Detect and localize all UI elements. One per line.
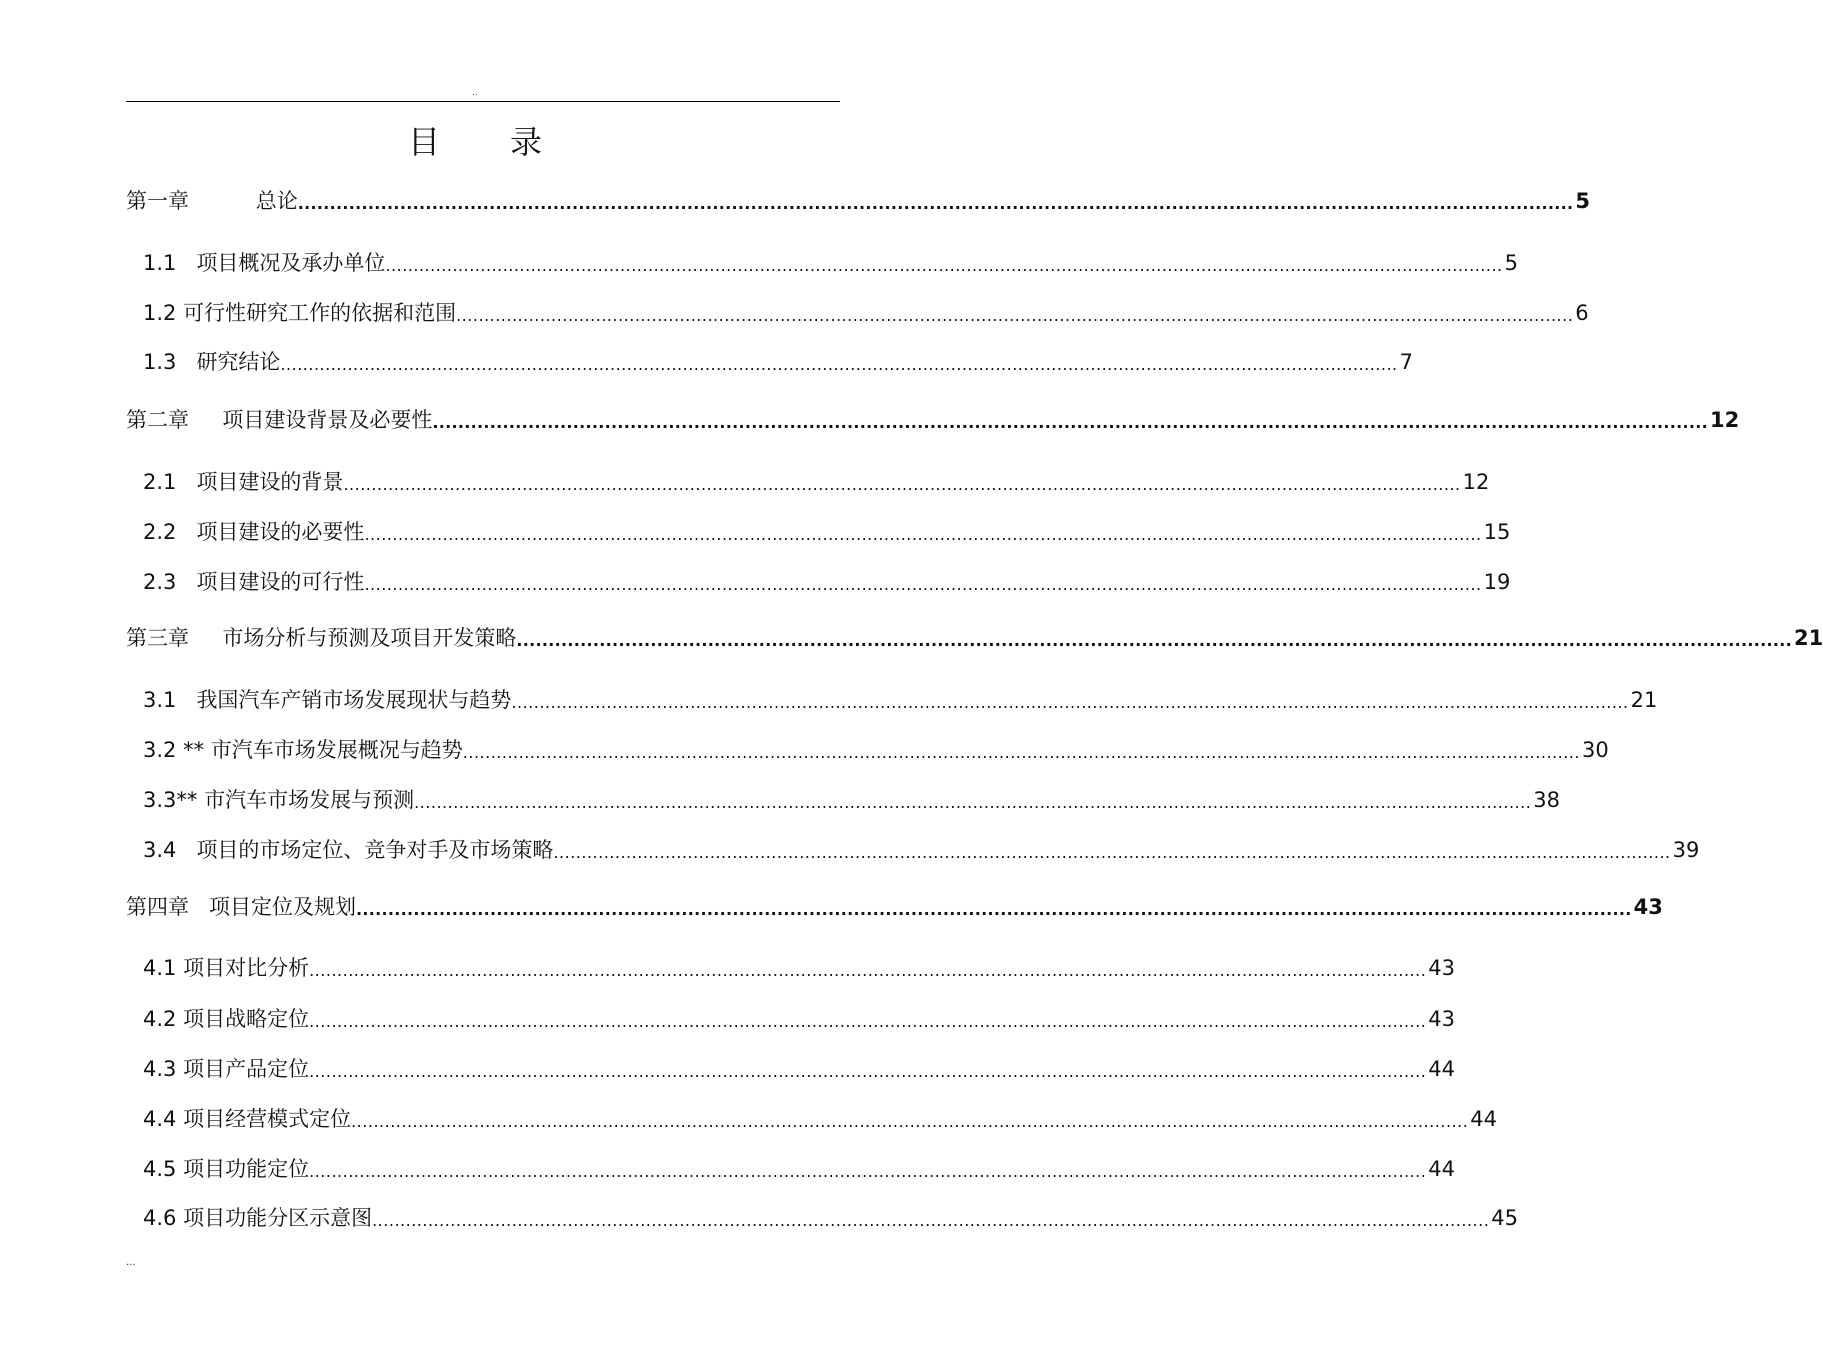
toc-page-number: 5 [1575, 189, 1591, 213]
toc-chapter-entry[interactable] [126, 622, 1823, 652]
toc-entry-spacer [204, 736, 211, 764]
toc-entry-number: 1.1 [143, 251, 177, 275]
toc-section-entry[interactable] [143, 466, 1490, 496]
toc-title: 目录 [407, 123, 612, 161]
toc-entry-title: 项目战略定位 [183, 1007, 310, 1031]
toc-entry-title: 项目的市场定位、竞争对手及市场策略 [196, 838, 554, 862]
toc-page-number: 43 [1633, 895, 1663, 919]
toc-entry-spacer [176, 468, 196, 496]
toc-page-number: 38 [1533, 788, 1561, 812]
toc-section-entry[interactable] [143, 1202, 1519, 1232]
toc-page-number: 12 [1462, 470, 1490, 494]
toc-page-number: 21 [1630, 688, 1658, 712]
toc-page-number: 12 [1710, 408, 1740, 432]
toc-entry-spacer [176, 348, 196, 376]
toc-entry-number: 1.3 [143, 350, 177, 374]
toc-entry-title: 项目建设的背景 [196, 470, 344, 494]
toc-entry-title: 项目建设的可行性 [196, 570, 365, 594]
toc-section-entry[interactable] [143, 1153, 1456, 1183]
toc-page-number: 43 [1428, 956, 1456, 980]
header-mark: .. [472, 88, 478, 98]
toc-leader-dots: ........................................................................................................................................................................................................ [462, 743, 1580, 762]
toc-section-entry[interactable] [143, 247, 1518, 277]
toc-entry-title: 总论 [255, 189, 298, 213]
toc-entry-title: 项目建设的必要性 [196, 520, 365, 544]
toc-leader-dots: ........................................................................................................................................................................................................ [351, 1112, 1469, 1131]
toc-section-entry[interactable] [143, 1003, 1456, 1033]
toc-entry-title: 我国汽车产销市场发展现状与趋势 [196, 688, 512, 712]
toc-entry-number: 第二章 [126, 408, 189, 432]
toc-entry-number: 3.3** [143, 788, 198, 812]
toc-leader-dots: ........................................................................................................................................................................................................ [372, 1211, 1490, 1230]
toc-leader-dots: ........................................................................................................................................................................................................ [297, 194, 1574, 213]
toc-section-entry[interactable] [143, 346, 1413, 376]
toc-entry-spacer [176, 836, 196, 864]
toc-page-number: 15 [1483, 520, 1511, 544]
footer-mark: ... [126, 1257, 136, 1268]
toc-entry-number: 3.1 [143, 688, 177, 712]
toc-leader-dots: ........................................................................................................................................................................................................ [414, 793, 1532, 812]
toc-entry-spacer [176, 1155, 183, 1183]
toc-entry-number: 4.6 [143, 1206, 177, 1230]
toc-leader-dots: ........................................................................................................................................................................................................ [385, 256, 1503, 275]
toc-page-number: 21 [1794, 626, 1823, 650]
toc-entry-number: 1.2 [143, 301, 177, 325]
toc-entry-title: 市场分析与预测及项目开发策略 [222, 626, 517, 650]
toc-entry-title: 项目功能定位 [183, 1157, 310, 1181]
toc-entry-number: 3.4 [143, 838, 177, 862]
toc-entry-spacer [176, 1204, 183, 1232]
toc-entry-title: 市汽车市场发展概况与趋势 [210, 738, 463, 762]
toc-leader-dots: ........................................................................................................................................................................................................ [280, 355, 1398, 374]
toc-page-number: 44 [1428, 1057, 1456, 1081]
toc-entry-title: 项目概况及承办单位 [196, 251, 386, 275]
toc-entry-spacer [189, 187, 256, 215]
toc-section-entry[interactable] [143, 684, 1658, 714]
toc-entry-spacer [176, 249, 196, 277]
toc-entry-spacer [176, 518, 196, 546]
toc-chapter-entry[interactable] [126, 185, 1591, 215]
toc-entry-number: 4.1 [143, 956, 177, 980]
toc-entry-number: 4.3 [143, 1057, 177, 1081]
toc-leader-dots: ........................................................................................................................................................................................................ [516, 631, 1793, 650]
toc-page-number: 39 [1672, 838, 1700, 862]
toc-entry-title: 项目经营模式定位 [183, 1107, 352, 1131]
toc-entry-spacer [176, 1105, 183, 1133]
toc-leader-dots: ........................................................................................................................................................................................................ [364, 575, 1482, 594]
toc-entry-number: 第四章 [126, 895, 189, 919]
toc-leader-dots: ........................................................................................................................................................................................................ [364, 525, 1482, 544]
toc-page-number: 30 [1581, 738, 1609, 762]
toc-entry-number: 3.2 ** [143, 738, 205, 762]
toc-entry-spacer [189, 624, 222, 652]
toc-page-number: 19 [1483, 570, 1511, 594]
toc-entry-title: 研究结论 [196, 350, 281, 374]
toc-section-entry[interactable] [143, 297, 1589, 327]
toc-section-entry[interactable] [143, 734, 1609, 764]
toc-entry-number: 4.4 [143, 1107, 177, 1131]
toc-leader-dots: ........................................................................................................................................................................................................ [553, 843, 1671, 862]
toc-chapter-entry[interactable] [126, 404, 1740, 434]
toc-entry-number: 2.1 [143, 470, 177, 494]
toc-section-entry[interactable] [143, 1053, 1456, 1083]
toc-section-entry[interactable] [143, 516, 1511, 546]
toc-entry-spacer [189, 406, 222, 434]
toc-leader-dots: ........................................................................................................................................................................................................ [309, 1062, 1427, 1081]
toc-leader-dots: ........................................................................................................................................................................................................ [309, 1162, 1427, 1181]
toc-chapter-entry[interactable] [126, 891, 1663, 921]
toc-entry-number: 4.2 [143, 1007, 177, 1031]
toc-entry-title: 项目建设背景及必要性 [222, 408, 433, 432]
toc-section-entry[interactable] [143, 1103, 1498, 1133]
toc-entry-number: 第一章 [126, 189, 189, 213]
toc-leader-dots: ........................................................................................................................................................................................................ [511, 693, 1629, 712]
toc-leader-dots: ........................................................................................................................................................................................................ [456, 306, 1574, 325]
toc-entry-title: 项目定位及规划 [209, 895, 357, 919]
toc-entry-number: 2.2 [143, 520, 177, 544]
toc-entry-spacer [176, 686, 196, 714]
toc-entry-title: 可行性研究工作的依据和范围 [183, 301, 457, 325]
toc-page-number: 44 [1428, 1157, 1456, 1181]
toc-page-number: 43 [1428, 1007, 1456, 1031]
toc-leader-dots: ........................................................................................................................................................................................................ [309, 1012, 1427, 1031]
toc-section-entry[interactable] [143, 952, 1456, 982]
toc-entry-title: 项目产品定位 [183, 1057, 310, 1081]
toc-entry-spacer [176, 299, 183, 327]
toc-page-number: 5 [1504, 251, 1518, 275]
toc-entry-title: 项目对比分析 [183, 956, 310, 980]
toc-entry-title: 市汽车市场发展与预测 [204, 788, 415, 812]
toc-leader-dots: ........................................................................................................................................................................................................ [356, 900, 1632, 919]
toc-entry-spacer [176, 954, 183, 982]
toc-entry-number: 4.5 [143, 1157, 177, 1181]
toc-entry-spacer [176, 568, 196, 596]
toc-entry-spacer [197, 786, 204, 814]
toc-section-entry[interactable] [143, 566, 1511, 596]
toc-leader-dots: ........................................................................................................................................................................................................ [343, 475, 1461, 494]
toc-section-entry[interactable] [143, 834, 1700, 864]
toc-entry-number: 第三章 [126, 626, 189, 650]
toc-section-entry[interactable] [143, 784, 1561, 814]
toc-leader-dots: ........................................................................................................................................................................................................ [432, 413, 1709, 432]
toc-entry-spacer [189, 893, 209, 921]
toc-entry-title: 项目功能分区示意图 [183, 1206, 373, 1230]
toc-page-number: 45 [1491, 1206, 1519, 1230]
toc-page-number: 7 [1399, 350, 1413, 374]
toc-entry-number: 2.3 [143, 570, 177, 594]
toc-entry-spacer [176, 1005, 183, 1033]
toc-entry-spacer [176, 1055, 183, 1083]
toc-leader-dots: ........................................................................................................................................................................................................ [309, 961, 1427, 980]
toc-page-number: 6 [1575, 301, 1589, 325]
toc-page-number: 44 [1470, 1107, 1498, 1131]
